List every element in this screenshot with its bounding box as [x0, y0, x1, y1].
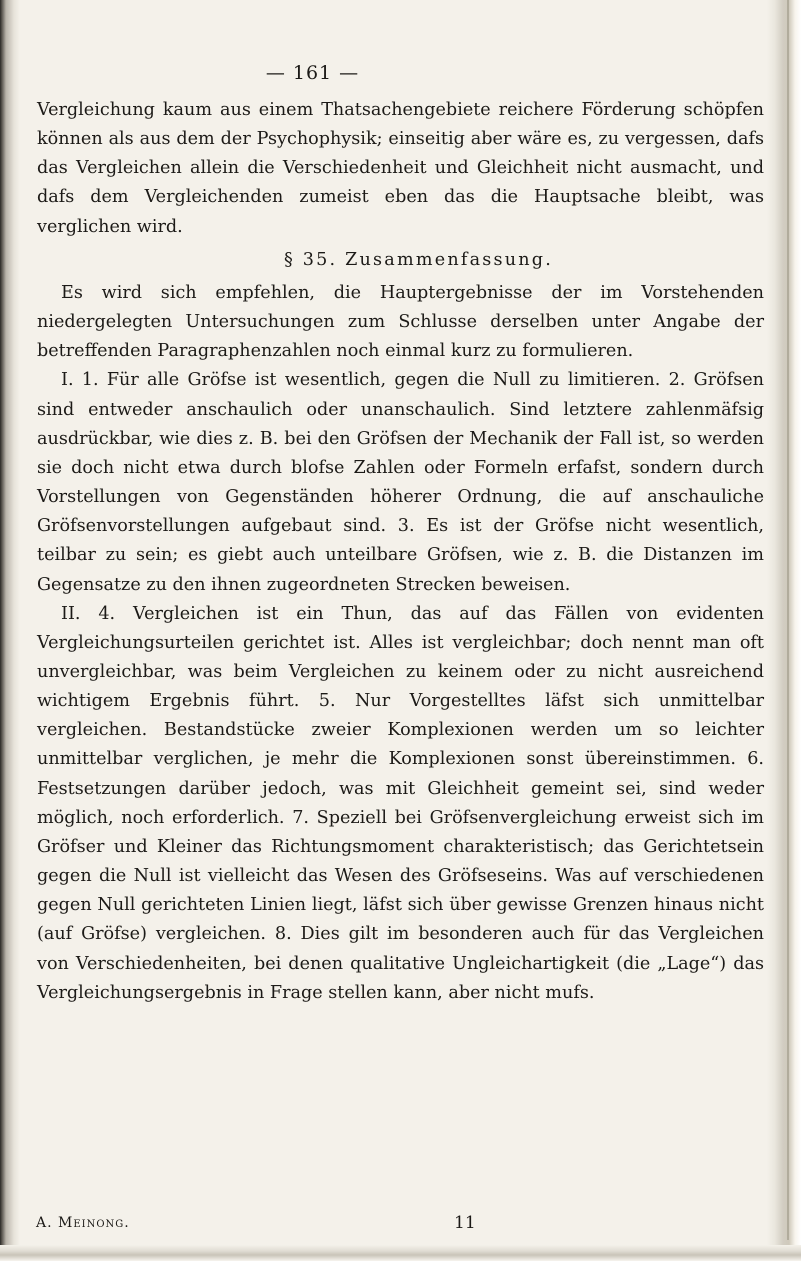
body-text: [37, 96, 764, 1008]
page-edge-line: [787, 0, 789, 1240]
page-number: — 161 —: [265, 62, 360, 84]
section-heading: § 35. Zusammenfassung.: [283, 249, 554, 270]
paragraph-part-two: II. 4. Vergleichen ist ein Thun, das auf das Fällen von evidenten Vergleichungsurteilen gerichtet ist. Alles ist vergleichbar; doch nennt man oft unvergleichbar, was beim Vergleichen zu keinem oder zu nicht ausreichend wichtigem Ergebnis führt. 5. Nur Vorgestelltes läfst sich unmittelbar vergleichen. Bestandstücke zweier Komplexionen werden um so leichter unmittelbar verglichen, je mehr die Komplexionen sonst übereinstimmen. 6. Festsetzungen darüber jedoch, was mit Gleichheit gemeint sei, sind weder möglich, noch erforderlich. 7. Speziell bei Gröfsenvergleichung erweist sich im Gröfser und Kleiner das Richtungsmoment charakteristisch; das Gerichtetsein gegen die Null ist vielleicht das Wesen des Gröfseseins. Was auf verschiedenen gegen Null gerichteten Linien liegt, läfst sich über gewisse Grenzen hinaus nicht (auf Gröfse) vergleichen. 8. Dies gilt im besonderen auch für das Vergleichen von Verschiedenheiten, bei denen qualitative Ungleichartigkeit (die „Lage“) das Vergleichungsergebnis in Frage stellen kann, aber nicht mufs.: [37, 603, 764, 1003]
page-bottom-edge: [0, 1245, 801, 1261]
author-signature: A. Meinong.: [36, 1215, 130, 1231]
paragraph-summary-intro: Es wird sich empfehlen, die Hauptergebnisse der im Vorstehenden niedergelegten Untersuchungen zum Schlusse derselben unter Angabe der betreffenden Paragraphenzahlen noch einmal kurz zu formulieren.: [37, 282, 764, 362]
paragraph-intro: Vergleichung kaum aus einem Thatsachengebiete reichere Förderung schöpfen können als aus dem der Psychophysik; einseitig aber wäre es, zu vergessen, dafs das Vergleichen allein die Verschiedenheit und Gleichheit nicht ausmacht, und dafs dem Vergleichenden zumeist eben das die Hauptsache bleibt, was verglichen wird.: [37, 100, 764, 237]
paragraph-part-one: I. 1. Für alle Gröfse ist wesentlich, gegen die Null zu limitieren. 2. Gröfsen sind entweder anschaulich oder unanschaulich. Sind letztere zahlenmäfsig ausdrückbar, wie dies z. B. bei den Gröfsen der Mechanik der Fall ist, so werden sie doch nicht etwa durch blofse Zahlen oder Formeln erfafst, sondern durch Vorstellungen von Gegenständen höherer Ordnung, die auf anschauliche Gröfsenvorstellungen aufgebaut sind. 3. Es ist der Gröfse nicht wesentlich, teilbar zu sein; es giebt auch unteilbare Gröfsen, wie z. B. die Distanzen im Gegensatze zu den ihnen zugeordneten Strecken beweisen.: [37, 370, 764, 595]
page-binding-shadow: [0, 0, 20, 1261]
sheet-number: 11: [454, 1213, 476, 1233]
page-right-edge: [767, 0, 801, 1261]
